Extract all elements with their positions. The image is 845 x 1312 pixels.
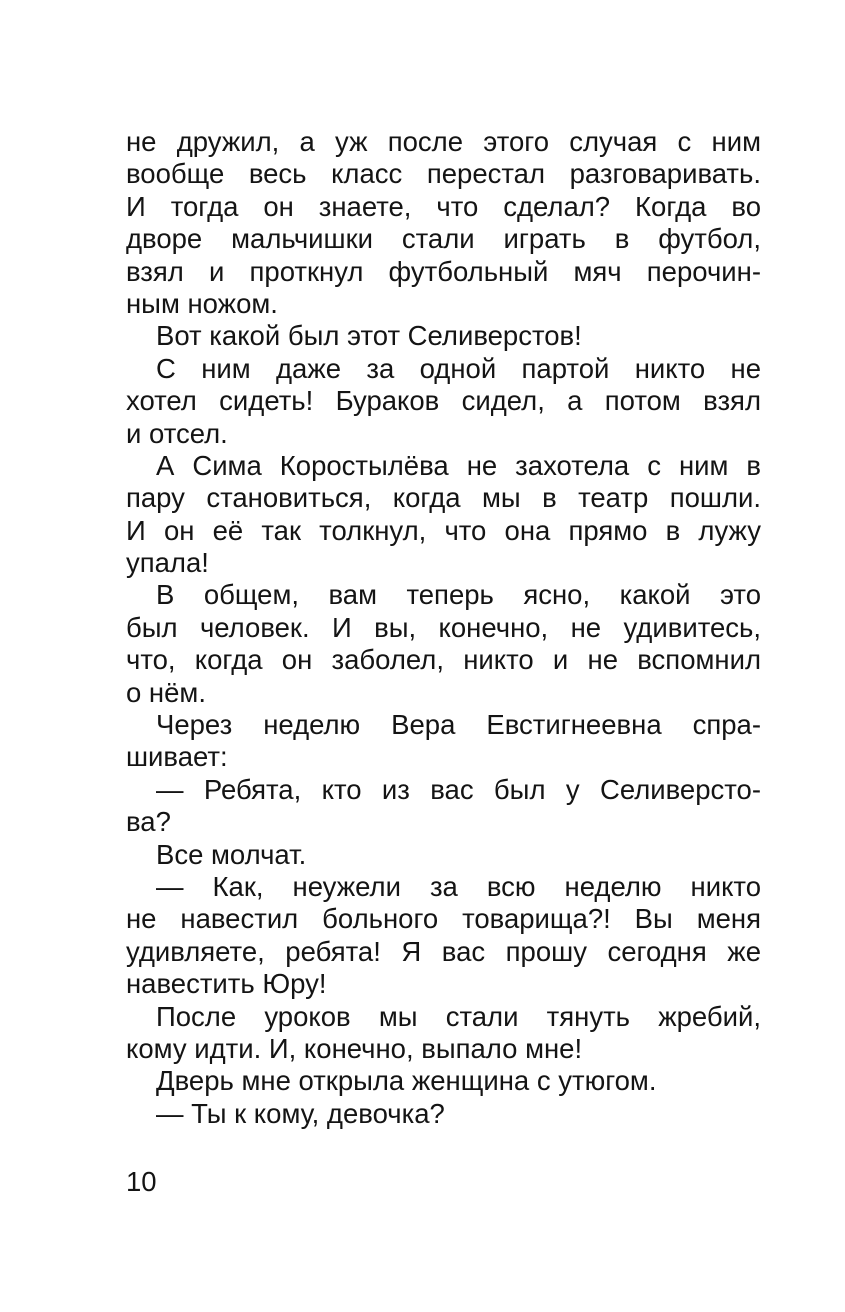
text-line: И он её так толкнул, что она прямо в лужу (126, 514, 761, 546)
text-line: Через неделю Вера Евстигнеевна спра- (156, 709, 761, 741)
text-line: что, когда он заболел, никто и не вспомнил (126, 644, 761, 676)
text-line: — Ребята, кто из вас был у Селиверсто- (156, 773, 761, 805)
text-line: — Как, неужели за всю неделю никто (156, 870, 761, 902)
text-line: ва? (126, 806, 171, 838)
text-line: кому идти. И, конечно, выпало мне! (126, 1032, 583, 1064)
text-line: С ним даже за одной партой никто не (156, 352, 761, 384)
text-line: был человек. И вы, конечно, не удивитесь, (126, 611, 761, 643)
text-line: А Сима Коростылёва не захотела с ним в (156, 449, 761, 481)
text-line: не дружил, а уж после этого случая с ним (126, 126, 761, 157)
text-line: — Ты к кому, девочка? (156, 1097, 445, 1129)
text-line: упала! (126, 547, 209, 579)
text-line: Вот какой был этот Селиверстов! (156, 320, 582, 352)
text-line: навестить Юру! (126, 968, 327, 1000)
text-line: вообще весь класс перестал разговаривать. (126, 158, 761, 190)
text-line: В общем, вам теперь ясно, какой это (156, 579, 761, 611)
text-line: И тогда он знаете, что сделал? Когда во (126, 190, 761, 222)
text-line: удивляете, ребята! Я вас прошу сегодня же (126, 935, 761, 967)
text-line: ным ножом. (126, 287, 278, 319)
text-line: не навестил больного товарища?! Вы меня (126, 903, 761, 935)
text-line: и отсел. (126, 417, 228, 449)
text-line: Дверь мне открыла женщина с утюгом. (156, 1065, 657, 1097)
page-number: 10 (126, 1166, 157, 1197)
text-line: взял и проткнул футбольный мяч перочин- (126, 255, 761, 287)
text-line: Все молчат. (156, 838, 307, 870)
text-line: После уроков мы стали тянуть жребий, (156, 1000, 761, 1032)
text-line: пару становиться, когда мы в театр пошли. (126, 482, 761, 514)
body-text (126, 126, 761, 1130)
text-line: хотел сидеть! Бураков сидел, а потом взял (126, 385, 761, 417)
text-line: шивает: (126, 741, 228, 773)
text-line: дворе мальчишки стали играть в футбол, (126, 223, 761, 255)
text-line: о нём. (126, 676, 206, 708)
